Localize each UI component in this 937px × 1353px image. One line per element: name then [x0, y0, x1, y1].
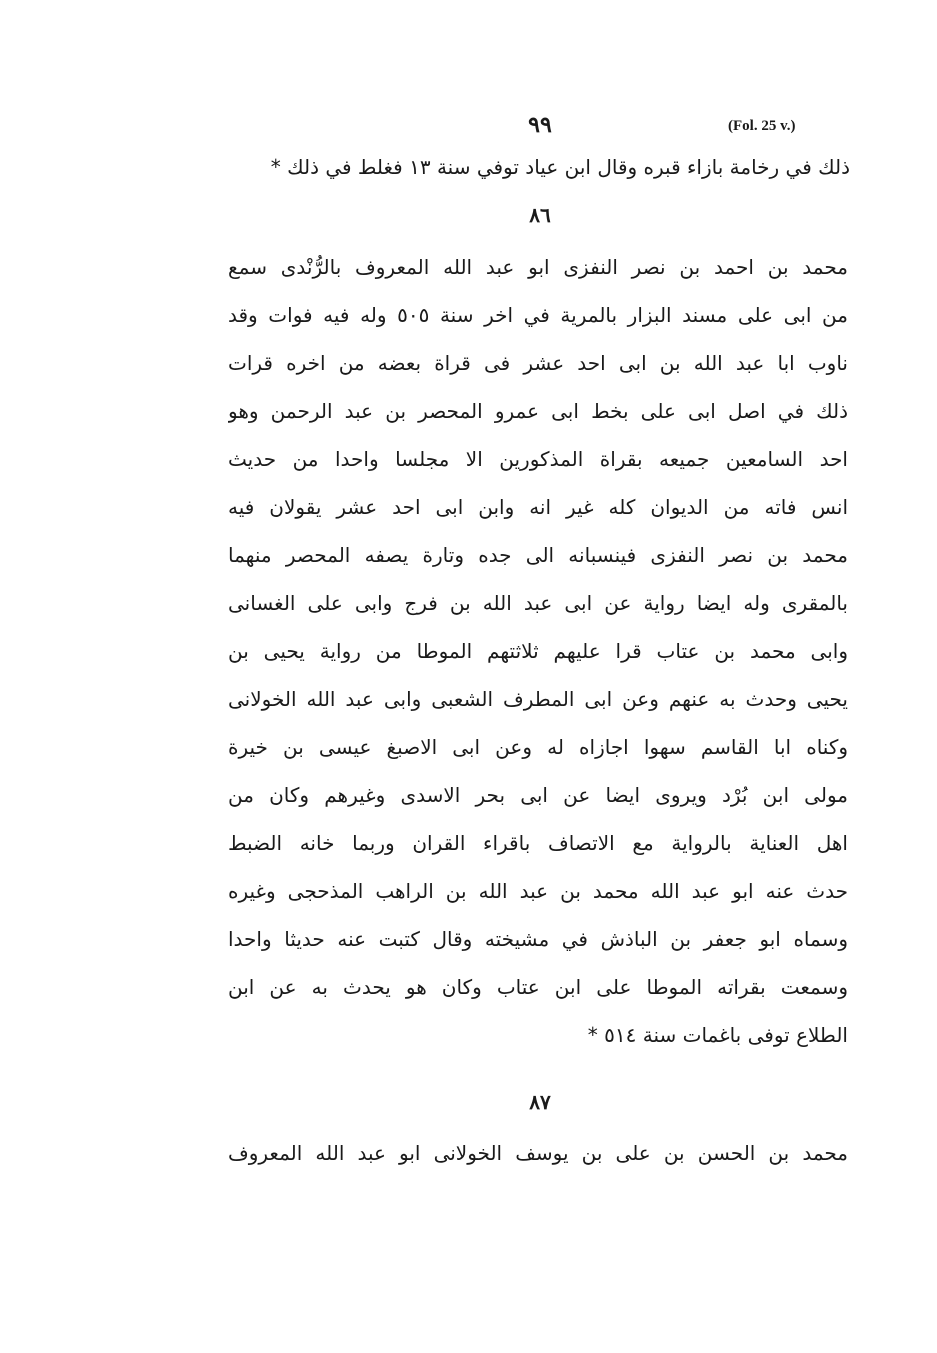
entry-line: ذلك في اصل ابى على بخط ابى عمرو المحصر بن عبد الرحمن وهو [228, 399, 848, 423]
entry-line: وكناه ابا القاسم سهوا اجازاه له وعن ابى الاصبغ عيسى بن خيرة [228, 735, 848, 759]
entry-number-86: ٨٦ [529, 203, 551, 227]
entry-line: الطلاع توفى باغمات سنة ٥١٤ * [587, 1023, 848, 1047]
entry-number-87: ٨٧ [529, 1090, 551, 1114]
entry-line: وابى محمد بن عتاب قرا عليهم ثلاثتهم الموطا من رواية يحيى بن [228, 639, 848, 663]
entry-line: محمد بن احمد بن نصر النفزى ابو عبد الله المعروف بالرُّنْدى سمع [228, 255, 848, 279]
entry-line: مولى ابن بُرْد ويروى ايضا عن ابى بحر الاسدى وغيرهم وكان من [228, 783, 848, 807]
entry-line: اهل العناية بالرواية مع الاتصاف باقراء القران وربما خانه الضبط [228, 831, 848, 855]
entry-line: بالمقرى وله ايضا رواية عن ابى عبد الله بن فرج وابى على الغسانى [228, 591, 848, 615]
entry-line: محمد بن الحسن بن على بن يوسف الخولانى ابو عبد الله المعروف [228, 1141, 848, 1165]
entry-line: وسمعت بقراته الموطا على ابن عتاب وكان هو يحدث به عن ابن [228, 975, 848, 999]
entry-line: احد السامعين جميعه بقراة المذكورين الا مجلسا واحدا من حديث [228, 447, 848, 471]
page-number: ۹۹ [528, 112, 552, 138]
top-line: ذلك في رخامة بازاء قبره وقال ابن عياد توفي سنة ١٣ فغلط في ذلك * [270, 155, 850, 179]
entry-line: من ابى على مسند البزار بالمرية في اخر سنة ٥٠٥ وله فيه فوات وقد [228, 303, 848, 327]
entry-line: ناوب ابا عبد الله بن ابى احد عشر فى قراة بعضه من اخره قرات [228, 351, 848, 375]
folio-reference: (Fol. 25 v.) [728, 118, 796, 134]
entry-line: وسماه ابو جعفر بن الباذش في مشيخته وقال كتبت عنه حديثا واحدا [228, 927, 848, 951]
entry-line: انس فاته من الديوان كله غير انه وابن ابى احد عشر يقولان فيه [228, 495, 848, 519]
entry-line: يحيى وحدث به عنهم وعن ابى المطرف الشعبى وابى عبد الله الخولانى [228, 687, 848, 711]
entry-line: حدث عنه ابو عبد الله محمد بن عبد الله بن الراهب المذحجى وغيره [228, 879, 848, 903]
entry-line: محمد بن نصر النفزى فينسبانه الى جده وتارة يصفه المحصر منهما [228, 543, 848, 567]
